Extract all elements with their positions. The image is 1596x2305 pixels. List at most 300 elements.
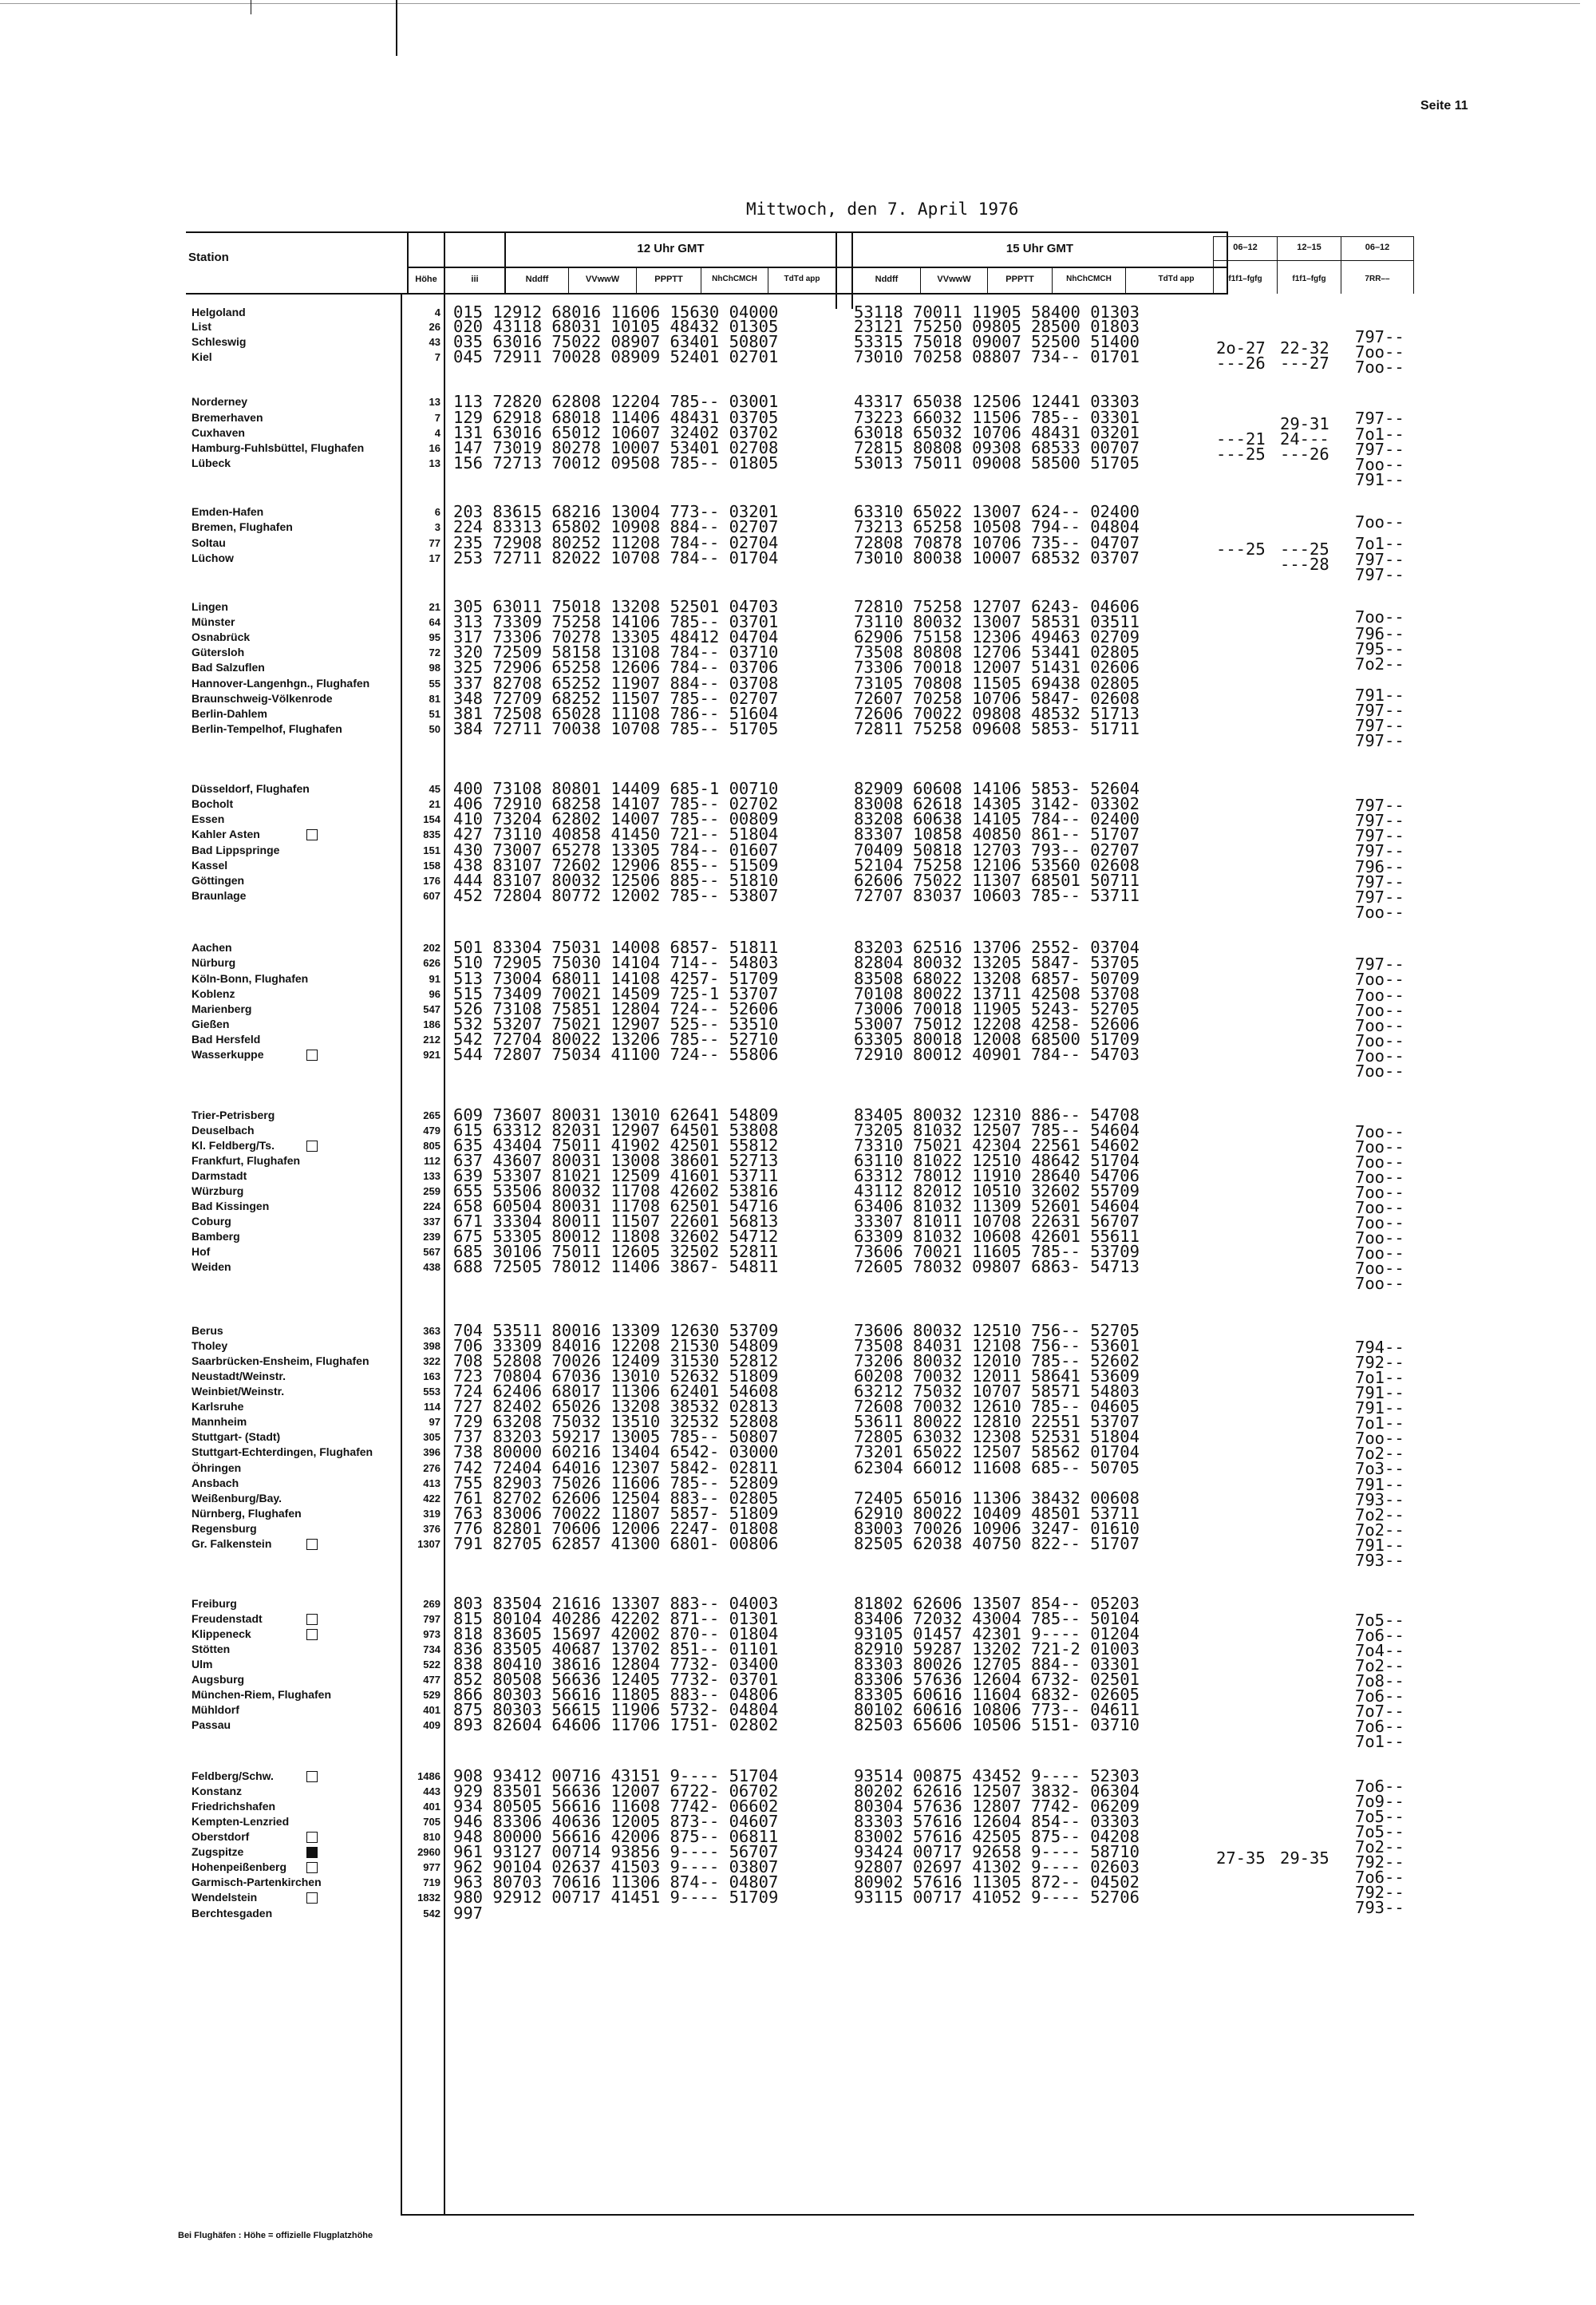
station-hoehe: 438 [423, 1261, 440, 1273]
station-name: Helgoland [192, 306, 246, 318]
station-hoehe: 810 [423, 1831, 440, 1843]
obs-15-gmt: 83306 57636 12604 6732- 02501 [854, 1670, 1140, 1689]
station-name: Berchtesgaden [192, 1907, 273, 1920]
station-hoehe: 26 [429, 321, 440, 333]
station-name: Ulm [192, 1658, 213, 1670]
precip-06-12: 7oo-- [1355, 1228, 1404, 1247]
obs-15-gmt: 62910 80022 10409 48501 53711 [854, 1504, 1140, 1523]
station-hoehe: 3 [434, 521, 440, 533]
obs-12-gmt: 946 83306 40636 12005 873-- 04607 [453, 1812, 779, 1831]
obs-15-gmt: 83303 57616 12604 854-- 03303 [854, 1812, 1140, 1831]
station-name: Weißenburg/Bay. [192, 1492, 282, 1504]
station-hoehe: 265 [423, 1109, 440, 1121]
station-name: Wendelstein [192, 1891, 258, 1904]
obs-12-gmt: 410 73204 62802 14007 785-- 00809 [453, 809, 779, 828]
obs-12-gmt: 235 72908 80252 11208 784-- 02704 [453, 533, 779, 552]
station-hoehe: 305 [423, 1431, 440, 1443]
station-hoehe: 6 [434, 506, 440, 518]
period-1215-header: 12–15 [1297, 243, 1321, 252]
obs-12-gmt: 727 82402 65026 13208 38532 02813 [453, 1397, 779, 1416]
station-name: Kahler Asten [192, 828, 260, 840]
obs-12-gmt: 020 43118 68031 10105 48432 01305 [453, 317, 779, 336]
col-nddff-12: Nddff [525, 275, 549, 284]
obs-12-gmt: 444 83107 80032 12506 885-- 51810 [453, 871, 779, 890]
obs-15-gmt: 72606 70022 09808 48532 51713 [854, 704, 1140, 723]
station-hoehe: 396 [423, 1446, 440, 1458]
station-hoehe: 154 [423, 813, 440, 825]
gust-06-12: 2o-27 [1216, 338, 1266, 358]
station-hoehe: 43 [429, 336, 440, 348]
station-hoehe: 202 [423, 942, 440, 954]
precip-06-12: 7oo-- [1355, 1213, 1404, 1232]
obs-12-gmt: 908 93412 00716 43151 9---- 51704 [453, 1766, 779, 1785]
precip-06-12: 7oo-- [1355, 1274, 1404, 1293]
precip-06-12: 792-- [1355, 1883, 1404, 1902]
precip-06-12: 7oo-- [1355, 1168, 1404, 1187]
station-hoehe: 4 [434, 306, 440, 318]
precip-06-12: 7oo-- [1355, 455, 1404, 474]
precip-06-12: 7o8-- [1355, 1671, 1404, 1690]
obs-12-gmt: 688 72505 78012 11406 3867- 54811 [453, 1257, 779, 1276]
precip-06-12: 797-- [1355, 550, 1404, 569]
station-hoehe: 409 [423, 1719, 440, 1731]
station-header: Station [188, 251, 229, 264]
station-name: Oberstdorf [192, 1830, 250, 1843]
station-name: Bocholt [192, 797, 234, 810]
obs-15-gmt: 83405 80032 12310 886-- 54708 [854, 1105, 1140, 1125]
obs-12-gmt: 320 72509 58158 13108 784-- 03710 [453, 642, 779, 662]
station-name: Lingen [192, 600, 228, 613]
hoehe-header: Höhe [415, 275, 437, 284]
obs-12-gmt: 501 83304 75031 14008 6857- 51811 [453, 938, 779, 957]
precip-06-12: 791-- [1355, 1383, 1404, 1402]
obs-15-gmt: 72805 63032 12308 52531 51804 [854, 1427, 1140, 1446]
obs-15-gmt: 72808 70878 10706 735-- 04707 [854, 533, 1140, 552]
precip-06-12: 7oo-- [1355, 1062, 1404, 1081]
station-name: Düsseldorf, Flughafen [192, 782, 310, 795]
station-name: Lübeck [192, 457, 231, 469]
obs-15-gmt: 82503 65606 10506 5151- 03710 [854, 1715, 1140, 1734]
col-vvwww-15: VVwwW [937, 275, 971, 284]
station-name: Soltau [192, 536, 226, 549]
precip-06-12: 7oo-- [1355, 1198, 1404, 1217]
obs-15-gmt: 72607 70258 10706 5847- 02608 [854, 689, 1140, 708]
obs-15-gmt: 72811 75258 09608 5853- 51711 [854, 719, 1140, 738]
obs-12-gmt: 381 72508 65028 11108 786-- 51604 [453, 704, 779, 723]
station-name: Hohenpeißenberg [192, 1860, 287, 1873]
station-name: List [192, 320, 211, 333]
obs-15-gmt: 83406 72032 43004 785-- 50104 [854, 1609, 1140, 1628]
page-number: Seite 11 [1420, 99, 1468, 113]
gust-12-15: ---28 [1280, 555, 1329, 574]
obs-12-gmt: 729 63208 75032 13510 32532 52808 [453, 1412, 779, 1431]
col-pppt-12: PPPTT [654, 275, 683, 284]
obs-12-gmt: 639 53307 81021 12509 41601 53711 [453, 1166, 779, 1185]
obs-15-gmt: 72608 70032 12610 785-- 04605 [854, 1397, 1140, 1416]
station-name: Stuttgart-Echterdingen, Flughafen [192, 1445, 373, 1458]
station-name: Stötten [192, 1643, 231, 1655]
obs-15-gmt: 53118 70011 11905 58400 01303 [854, 302, 1140, 322]
station-hoehe: 13 [429, 457, 440, 469]
obs-12-gmt: 427 73110 40858 41450 721-- 51804 [453, 824, 779, 844]
station-name: Bad Salzuflen [192, 661, 265, 674]
obs-12-gmt: 129 62918 68018 11406 48431 03705 [453, 408, 779, 427]
open-square-icon [306, 1832, 318, 1843]
station-name: Osnabrück [192, 631, 251, 643]
obs-12-gmt: 893 82604 64606 11706 1751- 02802 [453, 1715, 779, 1734]
precip-06-12: 797-- [1355, 826, 1404, 845]
station-name: Braunlage [192, 889, 247, 902]
precip-06-12: 7o6-- [1355, 1868, 1404, 1887]
open-square-icon [306, 1629, 318, 1640]
station-hoehe: 376 [423, 1523, 440, 1535]
precip-06-12: 791-- [1355, 686, 1404, 705]
obs-12-gmt: 658 60504 80031 11708 62501 54716 [453, 1196, 779, 1216]
body-vline-3 [836, 295, 837, 309]
precip-06-12: 797-- [1355, 701, 1404, 720]
station-name: Bad Lippspringe [192, 844, 280, 856]
station-hoehe: 158 [423, 860, 440, 872]
open-square-icon [306, 1141, 318, 1152]
station-hoehe: 114 [424, 1401, 440, 1413]
obs-12-gmt: 838 80410 38616 12804 7732- 03400 [453, 1655, 779, 1674]
station-hoehe: 21 [429, 798, 440, 810]
station-name: Zugspitze [192, 1845, 244, 1858]
precip-06-12: 7o1-- [1355, 1732, 1404, 1751]
obs-15-gmt: 73606 70021 11605 785-- 53709 [854, 1242, 1140, 1261]
precip-06-12: 7o6-- [1355, 1686, 1404, 1706]
obs-15-gmt: 82505 62038 40750 822-- 51707 [854, 1534, 1140, 1553]
station-name: Mühldorf [192, 1703, 239, 1716]
station-hoehe: 133 [423, 1170, 440, 1182]
gust-12-15: ---27 [1280, 354, 1329, 373]
obs-12-gmt: 866 80303 56616 11805 883-- 04806 [453, 1685, 779, 1704]
station-name: Norderney [192, 395, 248, 408]
obs-15-gmt: 73306 70018 12007 51431 02606 [854, 658, 1140, 677]
station-name: Berus [192, 1324, 223, 1337]
station-hoehe: 522 [423, 1659, 440, 1670]
station-hoehe: 705 [423, 1816, 440, 1828]
station-name: Gütersloh [192, 646, 245, 658]
precip-06-12: 7oo-- [1355, 358, 1404, 377]
obs-15-gmt: 62606 75022 11307 68501 50711 [854, 871, 1140, 890]
station-name: Bad Kissingen [192, 1200, 270, 1212]
obs-12-gmt: 803 83504 21616 13307 883-- 04003 [453, 1594, 779, 1613]
station-name: Trier-Petrisberg [192, 1109, 275, 1121]
station-name: Augsburg [192, 1673, 245, 1686]
gust-06-12: 27-35 [1216, 1848, 1266, 1868]
obs-12-gmt: 384 72711 70038 10708 785-- 51705 [453, 719, 779, 738]
precip-06-12: 797-- [1355, 327, 1404, 346]
station-name: Berlin-Tempelhof, Flughafen [192, 722, 342, 735]
obs-12-gmt: 980 92912 00717 41451 9---- 51709 [453, 1888, 779, 1907]
open-square-icon [306, 1892, 318, 1904]
station-hoehe: 95 [429, 631, 440, 643]
station-hoehe: 7 [434, 412, 440, 424]
obs-15-gmt: 63018 65032 10706 48431 03201 [854, 423, 1140, 442]
obs-12-gmt: 305 63011 75018 13208 52501 04703 [453, 597, 779, 616]
open-square-icon [306, 1050, 318, 1061]
station-hoehe: 337 [423, 1216, 440, 1228]
col-tdtd-12: TdTd app [784, 275, 820, 283]
station-name: Gr. Falkenstein [192, 1537, 272, 1550]
station-hoehe: 921 [423, 1049, 440, 1061]
obs-15-gmt: 63406 81032 11309 52601 54604 [854, 1196, 1140, 1216]
station-hoehe: 77 [429, 537, 440, 549]
obs-12-gmt: 609 73607 80031 13010 62641 54809 [453, 1105, 779, 1125]
obs-12-gmt: 526 73108 75851 12804 724-- 52606 [453, 999, 779, 1018]
precip-06-12: 7oo-- [1355, 1152, 1404, 1172]
station-name: Gießen [192, 1018, 230, 1030]
gmt12-header: 12 Uhr GMT [637, 242, 705, 255]
obs-15-gmt: 72707 83037 10603 785-- 53711 [854, 886, 1140, 905]
obs-15-gmt: 52104 75258 12106 53560 02608 [854, 856, 1140, 875]
station-hoehe: 443 [423, 1785, 440, 1797]
precip-06-12: 791-- [1355, 1475, 1404, 1494]
station-name: Karlsruhe [192, 1400, 244, 1413]
col-vvwww-12: VVwwW [585, 275, 620, 284]
station-hoehe: 977 [423, 1861, 440, 1873]
gust-06-12: ---25 [1216, 540, 1266, 559]
obs-12-gmt: 742 72404 64016 12307 5842- 02811 [453, 1458, 779, 1477]
obs-12-gmt: 131 63016 65012 10607 32402 03702 [453, 423, 779, 442]
obs-12-gmt: 852 80508 56636 12405 7732- 03701 [453, 1670, 779, 1689]
footer-rule [401, 2214, 1414, 2216]
obs-12-gmt: 317 73306 70278 13305 48412 04704 [453, 627, 779, 646]
station-name: Ansbach [192, 1477, 239, 1489]
station-hoehe: 17 [429, 552, 440, 564]
station-hoehe: 2960 [417, 1846, 440, 1858]
precip-06-12: 7o2-- [1355, 1837, 1404, 1856]
precip-06-12: 7oo-- [1355, 970, 1404, 989]
col-nhch-12: NhChCMCH [712, 275, 757, 283]
obs-15-gmt: 70108 80022 13711 42508 53708 [854, 984, 1140, 1003]
top-edge-line [0, 3, 1580, 4]
precip-06-12: 7oo-- [1355, 1122, 1404, 1141]
station-name: Hof [192, 1245, 211, 1258]
station-hoehe: 176 [423, 875, 440, 887]
precip-06-12: 797-- [1355, 440, 1404, 459]
obs-15-gmt: 73105 70808 11505 69438 02805 [854, 674, 1140, 693]
obs-15-gmt: 83303 80026 12705 884-- 03301 [854, 1655, 1140, 1674]
col-tdtd-15: TdTd app [1158, 275, 1195, 283]
station-name: Cuxhaven [192, 426, 245, 439]
precip-06-12: 793-- [1355, 1551, 1404, 1570]
precip-06-12: 7o1-- [1355, 1413, 1404, 1433]
station-hoehe: 276 [423, 1462, 440, 1474]
obs-15-gmt: 60208 70032 12011 58641 53609 [854, 1366, 1140, 1386]
col-nddff-15: Nddff [875, 275, 899, 284]
precip-06-12: 7oo-- [1355, 1137, 1404, 1156]
station-name: Göttingen [192, 874, 245, 887]
station-name: Emden-Hafen [192, 505, 264, 518]
precip-06-12: 7o4-- [1355, 1641, 1404, 1660]
obs-12-gmt: 929 83501 56636 12007 6722- 06702 [453, 1781, 779, 1801]
obs-15-gmt: 63309 81032 10608 42601 55611 [854, 1227, 1140, 1246]
station-hoehe: 4 [434, 427, 440, 439]
obs-12-gmt: 755 82903 75026 11606 785-- 52809 [453, 1473, 779, 1493]
station-hoehe: 91 [429, 973, 440, 985]
obs-12-gmt: 015 12912 68016 11606 15630 04000 [453, 302, 779, 322]
station-name: Konstanz [192, 1785, 242, 1797]
obs-15-gmt: 53013 75011 09008 58500 51705 [854, 453, 1140, 472]
obs-15-gmt: 83002 57616 42505 875-- 04208 [854, 1827, 1140, 1846]
obs-15-gmt: 93424 00717 92658 9---- 58710 [854, 1842, 1140, 1861]
station-name: Bremen, Flughafen [192, 520, 293, 533]
station-name: Bremerhaven [192, 411, 263, 424]
precip-06-12: 791-- [1355, 470, 1404, 489]
obs-12-gmt: 655 53506 80032 11708 42602 53816 [453, 1181, 779, 1200]
station-hoehe: 51 [429, 708, 440, 720]
open-square-icon [306, 1771, 318, 1782]
precip-06-12: 797-- [1355, 796, 1404, 815]
station-hoehe: 97 [429, 1416, 440, 1428]
precip-06-12: 791-- [1355, 1398, 1404, 1417]
obs-15-gmt: 83508 68022 13208 6857- 50709 [854, 969, 1140, 988]
precip-06-12: 7oo-- [1355, 342, 1404, 362]
obs-12-gmt: 836 83505 40687 13702 851-- 01101 [453, 1639, 779, 1659]
obs-15-gmt: 83203 62516 13706 2552- 03704 [854, 938, 1140, 957]
station-name: Koblenz [192, 987, 235, 1000]
station-hoehe: 55 [429, 678, 440, 690]
station-hoehe: 401 [423, 1704, 440, 1716]
station-hoehe: 112 [424, 1155, 440, 1167]
gust-12-15: 24--- [1280, 429, 1329, 449]
station-hoehe: 607 [423, 890, 440, 902]
obs-12-gmt: 513 73004 68011 14108 4257- 51709 [453, 969, 779, 988]
gust-06-12: ---21 [1216, 429, 1266, 449]
station-name: Coburg [192, 1215, 231, 1228]
obs-12-gmt: 961 93127 00714 93856 9---- 56707 [453, 1842, 779, 1861]
obs-12-gmt: 761 82702 62606 12504 883-- 02805 [453, 1489, 779, 1508]
gust-06-12: ---25 [1216, 445, 1266, 464]
station-name: Stuttgart- (Stadt) [192, 1430, 281, 1443]
precip-06-12: 7o6-- [1355, 1777, 1404, 1796]
obs-15-gmt: 23121 75250 09805 28500 01803 [854, 317, 1140, 336]
station-name: Regensburg [192, 1522, 257, 1535]
station-hoehe: 98 [429, 662, 440, 674]
obs-15-gmt: 82909 60608 14106 5853- 52604 [854, 779, 1140, 798]
obs-12-gmt: 400 73108 80801 14409 685-1 00710 [453, 779, 779, 798]
precip-06-12: 7o2-- [1355, 1444, 1404, 1463]
precip-06-12: 793-- [1355, 1490, 1404, 1509]
obs-15-gmt: 80902 57616 11305 872-- 04502 [854, 1872, 1140, 1892]
obs-15-gmt: 73213 65258 10508 794-- 04804 [854, 517, 1140, 536]
precip-06-12: 7oo-- [1355, 1259, 1404, 1278]
station-hoehe: 547 [423, 1003, 440, 1015]
station-hoehe: 45 [429, 783, 440, 795]
precip-06-12: 796-- [1355, 857, 1404, 876]
station-name: Hannover-Langenhgn., Flughafen [192, 677, 370, 690]
obs-15-gmt: 83003 70026 10906 3247- 01610 [854, 1519, 1140, 1538]
obs-15-gmt: 53611 80022 12810 22551 53707 [854, 1412, 1140, 1431]
obs-12-gmt: 224 83313 65802 10908 884-- 02707 [453, 517, 779, 536]
body-vline-2 [444, 295, 445, 2214]
obs-15-gmt: 92807 02697 41302 9---- 02603 [854, 1857, 1140, 1876]
station-hoehe: 13 [429, 396, 440, 408]
obs-15-gmt: 93105 01457 42301 9---- 01204 [854, 1624, 1140, 1643]
station-hoehe: 64 [429, 616, 440, 628]
precip-06-12: 793-- [1355, 1898, 1404, 1917]
obs-15-gmt: 73205 81032 12507 785-- 54604 [854, 1121, 1140, 1140]
station-name: Münster [192, 615, 235, 628]
obs-12-gmt: 510 72905 75030 14104 714-- 54803 [453, 953, 779, 972]
obs-12-gmt: 532 53207 75021 12907 525-- 53510 [453, 1014, 779, 1034]
obs-15-gmt: 73110 80032 13007 58531 03511 [854, 612, 1140, 631]
station-name: Schleswig [192, 335, 247, 348]
station-hoehe: 626 [423, 957, 440, 969]
precip-06-12: 7o2-- [1355, 1505, 1404, 1524]
precip-06-12: 7oo-- [1355, 1031, 1404, 1050]
precip-06-12: 797-- [1355, 955, 1404, 974]
station-name: Weiden [192, 1260, 231, 1273]
obs-12-gmt: 348 72709 68252 11507 785-- 02707 [453, 689, 779, 708]
obs-12-gmt: 704 53511 80016 13309 12630 53709 [453, 1321, 779, 1340]
station-hoehe: 269 [423, 1598, 440, 1610]
obs-12-gmt: 997 [453, 1904, 484, 1923]
obs-12-gmt: 313 73309 75258 14106 785-- 03701 [453, 612, 779, 631]
precip-06-12: 7o5-- [1355, 1611, 1404, 1630]
precip-06-12: 7oo-- [1355, 1183, 1404, 1202]
station-hoehe: 422 [423, 1493, 440, 1504]
precip-06-12: 797-- [1355, 841, 1404, 860]
precip-06-12: 7o6-- [1355, 1717, 1404, 1736]
gust-12-15: ---25 [1280, 540, 1329, 559]
obs-12-gmt: 723 70804 67036 13010 52632 51809 [453, 1366, 779, 1386]
station-hoehe: 7 [434, 351, 440, 363]
obs-15-gmt: 33307 81011 10708 22631 56707 [854, 1212, 1140, 1231]
station-name: Garmisch-Partenkirchen [192, 1876, 322, 1888]
station-name: Frankfurt, Flughafen [192, 1154, 301, 1167]
obs-12-gmt: 635 43404 75011 41902 42501 55812 [453, 1136, 779, 1155]
station-name: Deuselbach [192, 1124, 255, 1137]
obs-15-gmt: 43112 82012 10510 32602 55709 [854, 1181, 1140, 1200]
station-hoehe: 401 [423, 1801, 440, 1813]
obs-12-gmt: 963 80703 70616 11306 874-- 04807 [453, 1872, 779, 1892]
obs-12-gmt: 045 72911 70028 08909 52401 02701 [453, 347, 779, 366]
body-vline-4 [851, 295, 853, 309]
obs-15-gmt: 73508 80808 12706 53441 02805 [854, 642, 1140, 662]
station-name: Aachen [192, 941, 232, 954]
obs-15-gmt: 73606 80032 12510 756-- 52705 [854, 1321, 1140, 1340]
obs-15-gmt: 63212 75032 10707 58571 54803 [854, 1382, 1140, 1401]
station-name: Kl. Feldberg/Ts. [192, 1139, 275, 1152]
precip-06-12: 7oo-- [1355, 607, 1404, 627]
precip-06-12: 792-- [1355, 1852, 1404, 1872]
station-name: Weinbiet/Weinstr. [192, 1385, 285, 1398]
station-hoehe: 1307 [417, 1538, 440, 1550]
precip-06-12: 795-- [1355, 639, 1404, 658]
obs-12-gmt: 934 80505 56616 11608 7742- 06602 [453, 1797, 779, 1816]
station-hoehe: 973 [423, 1628, 440, 1640]
gust-12-15: 22-32 [1280, 338, 1329, 358]
obs-15-gmt: 93115 00717 41052 9---- 52706 [854, 1888, 1140, 1907]
obs-12-gmt: 147 73019 80278 10007 53401 02708 [453, 438, 779, 457]
obs-12-gmt: 203 83615 68216 13004 773-- 03201 [453, 502, 779, 521]
precip-06-12: 796-- [1355, 624, 1404, 643]
station-hoehe: 363 [423, 1325, 440, 1337]
obs-12-gmt: 738 80000 60216 13404 6542- 03000 [453, 1442, 779, 1461]
station-hoehe: 553 [423, 1386, 440, 1398]
precip-06-12: 7oo-- [1355, 1016, 1404, 1035]
station-hoehe: 151 [423, 844, 440, 856]
gust-1215-sub: f1f1–fgfg [1292, 275, 1326, 283]
top-tick [396, 0, 397, 56]
station-name: Bad Hersfeld [192, 1033, 261, 1046]
obs-12-gmt: 791 82705 62857 41300 6801- 00806 [453, 1534, 779, 1553]
station-hoehe: 239 [423, 1231, 440, 1243]
obs-15-gmt: 62906 75158 12306 49463 02709 [854, 627, 1140, 646]
